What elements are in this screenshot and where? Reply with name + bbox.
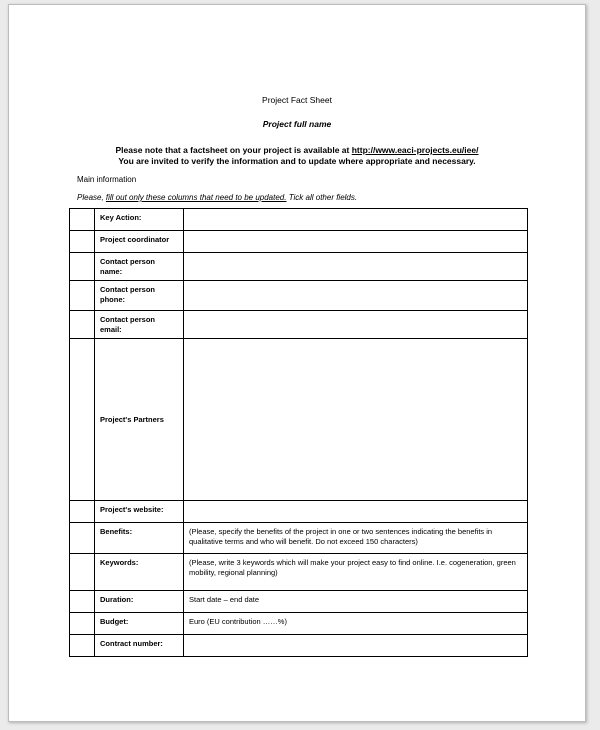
tick-cell[interactable] (70, 554, 95, 591)
tick-cell[interactable] (70, 523, 95, 554)
table-row (70, 339, 528, 501)
instruction-prefix: Please, (77, 193, 106, 202)
row-label: Keywords: (95, 554, 184, 591)
tick-cell[interactable] (70, 311, 95, 339)
row-value[interactable]: (Please, write 3 keywords which will make your project easy to find online. I.e. cogeneration, green mobility, regional planning) (184, 554, 528, 591)
document-title: Project Fact Sheet (262, 95, 332, 105)
row-value[interactable] (184, 231, 528, 253)
row-label: Key Action: (95, 209, 184, 231)
table-row (70, 635, 528, 657)
row-value[interactable] (184, 311, 528, 339)
tick-cell[interactable] (70, 591, 95, 613)
row-value[interactable] (184, 635, 528, 657)
tick-cell[interactable] (70, 253, 95, 281)
row-value[interactable]: Start date – end date (184, 591, 528, 613)
row-label: Project coordinator (95, 231, 184, 253)
table-row (70, 281, 528, 311)
notice-line-1 (9, 145, 585, 156)
tick-cell[interactable] (70, 209, 95, 231)
table-row (70, 311, 528, 339)
table-row (70, 231, 528, 253)
instruction (77, 193, 357, 202)
table-row (70, 501, 528, 523)
notice-prefix: Please note that a factsheet on your project is available at (115, 145, 352, 155)
row-label: Budget: (95, 613, 184, 635)
row-label: Project's website: (95, 501, 184, 523)
notice-line-2: You are invited to verify the information and to update where appropriate and necessary. (118, 156, 476, 166)
table-row (70, 209, 528, 231)
table-row (70, 613, 528, 635)
row-value[interactable] (184, 281, 528, 311)
row-label: Contact person email: (95, 311, 184, 339)
row-label: Contact person name: (95, 253, 184, 281)
tick-cell[interactable] (70, 501, 95, 523)
instruction-underlined: fill out only these columns that need to be updated. (105, 193, 287, 202)
row-value[interactable] (184, 501, 528, 523)
table-row (70, 554, 528, 591)
tick-cell[interactable] (70, 281, 95, 311)
project-full-name: Project full name (262, 119, 332, 129)
tick-cell[interactable] (70, 635, 95, 657)
factsheet-link[interactable]: http://www.eaci-projects.eu/iee/ (351, 145, 479, 155)
row-value[interactable]: Euro (EU contribution ……%) (184, 613, 528, 635)
row-label: Contract number: (95, 635, 184, 657)
table-row (70, 591, 528, 613)
tick-cell[interactable] (70, 339, 95, 501)
tick-cell[interactable] (70, 613, 95, 635)
row-value[interactable] (184, 253, 528, 281)
row-label: Project's Partners (95, 339, 184, 501)
table-row (70, 253, 528, 281)
document-page (8, 4, 586, 722)
table-row (70, 523, 528, 554)
row-label: Duration: (95, 591, 184, 613)
row-label: Benefits: (95, 523, 184, 554)
row-value[interactable]: (Please, specify the benefits of the project in one or two sentences indicating the benefits in qualitative terms and who will benefit. Do not exceed 150 characters) (184, 523, 528, 554)
section-title: Main information (77, 175, 137, 184)
tick-cell[interactable] (70, 231, 95, 253)
row-value[interactable] (184, 209, 528, 231)
instruction-suffix: Tick all other fields. (286, 193, 358, 202)
row-label: Contact person phone: (95, 281, 184, 311)
fact-table (69, 208, 528, 657)
notice (9, 145, 585, 167)
row-value[interactable] (184, 339, 528, 501)
